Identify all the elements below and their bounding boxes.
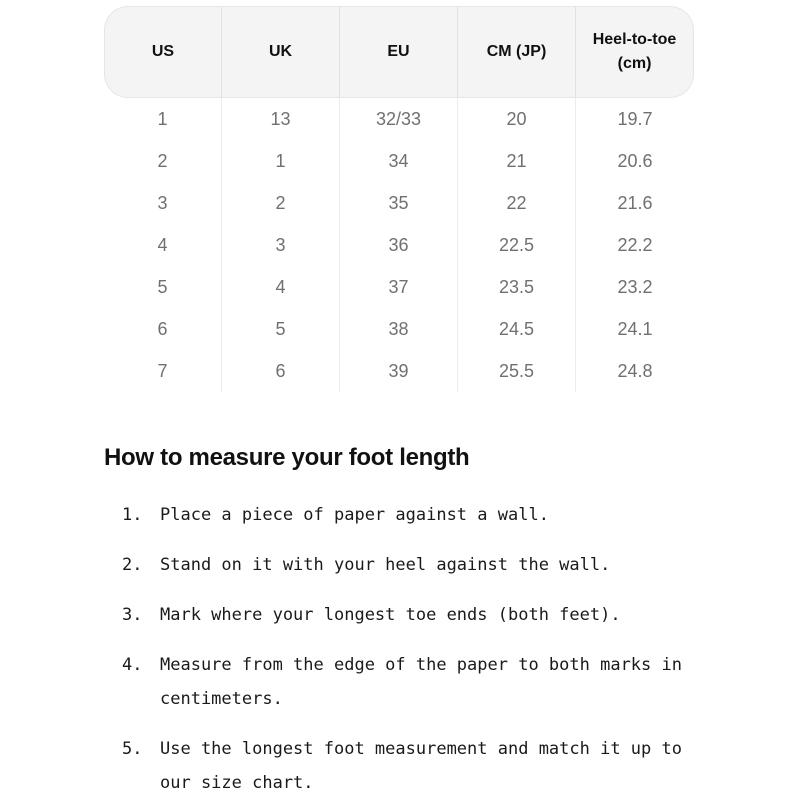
- cell-uk: 3: [222, 224, 340, 266]
- cell-heel-to-toe: 19.7: [617, 108, 653, 129]
- table-row: [104, 224, 694, 266]
- cell-cm-jp: 22.5: [458, 224, 576, 266]
- cell-cm-jp: 20: [458, 98, 576, 140]
- cell-us: 4: [104, 224, 222, 266]
- cell-uk: 4: [222, 266, 340, 308]
- cell-eu: 34: [340, 140, 458, 182]
- table-row: [104, 98, 694, 140]
- cell-us: 5: [104, 266, 222, 308]
- list-item: [122, 598, 712, 632]
- cell-uk: 1: [222, 140, 340, 182]
- cell-cm-jp: 22: [458, 182, 576, 224]
- cell-cm-jp: 21: [458, 140, 576, 182]
- table-row: [104, 350, 694, 392]
- list-item: [122, 648, 712, 716]
- cell-uk: 6: [222, 350, 340, 392]
- header-cm-jp: CM (JP): [458, 6, 576, 98]
- table-row: [104, 266, 694, 308]
- how-to-measure-title: How to measure your foot length: [104, 444, 470, 471]
- cell-cm-jp: 24.5: [458, 308, 576, 350]
- cell-heel-to-toe: 24.1: [617, 318, 653, 339]
- cell-heel-to-toe: 22.2: [617, 234, 653, 255]
- step-number: 3.: [122, 605, 143, 625]
- cell-eu: 35: [340, 182, 458, 224]
- cell-us: 6: [104, 308, 222, 350]
- cell-eu: 38: [340, 308, 458, 350]
- header-eu: EU: [340, 6, 458, 98]
- cell-eu: 36: [340, 224, 458, 266]
- step-text: Mark where your longest toe ends (both feet).: [160, 605, 621, 625]
- cell-eu: 32/33: [340, 98, 458, 140]
- table-row: [104, 182, 694, 224]
- size-chart-header-row: [104, 6, 694, 98]
- step-number: 4.: [122, 655, 143, 675]
- cell-us: 3: [104, 182, 222, 224]
- cell-eu: 37: [340, 266, 458, 308]
- cell-heel-to-toe: 23.2: [617, 276, 653, 297]
- header-uk: UK: [222, 6, 340, 98]
- cell-us: 1: [104, 98, 222, 140]
- cell-uk: 13: [222, 98, 340, 140]
- step-number: 5.: [122, 739, 143, 759]
- size-chart-table: [104, 6, 694, 392]
- cell-heel-to-toe: 21.6: [617, 192, 653, 213]
- step-number: 1.: [122, 505, 143, 525]
- header-us: US: [104, 6, 222, 98]
- step-text: Use the longest foot measurement and match it up to our size chart.: [160, 739, 682, 793]
- cell-eu: 39: [340, 350, 458, 392]
- step-text: Measure from the edge of the paper to both marks in centimeters.: [160, 655, 682, 709]
- cell-cm-jp: 25.5: [458, 350, 576, 392]
- measure-steps-list: [122, 498, 712, 800]
- step-text: Place a piece of paper against a wall.: [160, 505, 549, 525]
- header-heel-to-toe: Heel-to-toe (cm): [576, 6, 694, 98]
- cell-heel-to-toe: 24.8: [617, 360, 653, 381]
- cell-us: 7: [104, 350, 222, 392]
- cell-heel-to-toe: 20.6: [617, 150, 653, 171]
- cell-us: 2: [104, 140, 222, 182]
- table-row: [104, 308, 694, 350]
- step-text: Stand on it with your heel against the wall.: [160, 555, 611, 575]
- list-item: [122, 732, 712, 800]
- cell-uk: 5: [222, 308, 340, 350]
- table-row: [104, 140, 694, 182]
- cell-cm-jp: 23.5: [458, 266, 576, 308]
- cell-uk: 2: [222, 182, 340, 224]
- list-item: [122, 498, 712, 532]
- step-number: 2.: [122, 555, 143, 575]
- list-item: [122, 548, 712, 582]
